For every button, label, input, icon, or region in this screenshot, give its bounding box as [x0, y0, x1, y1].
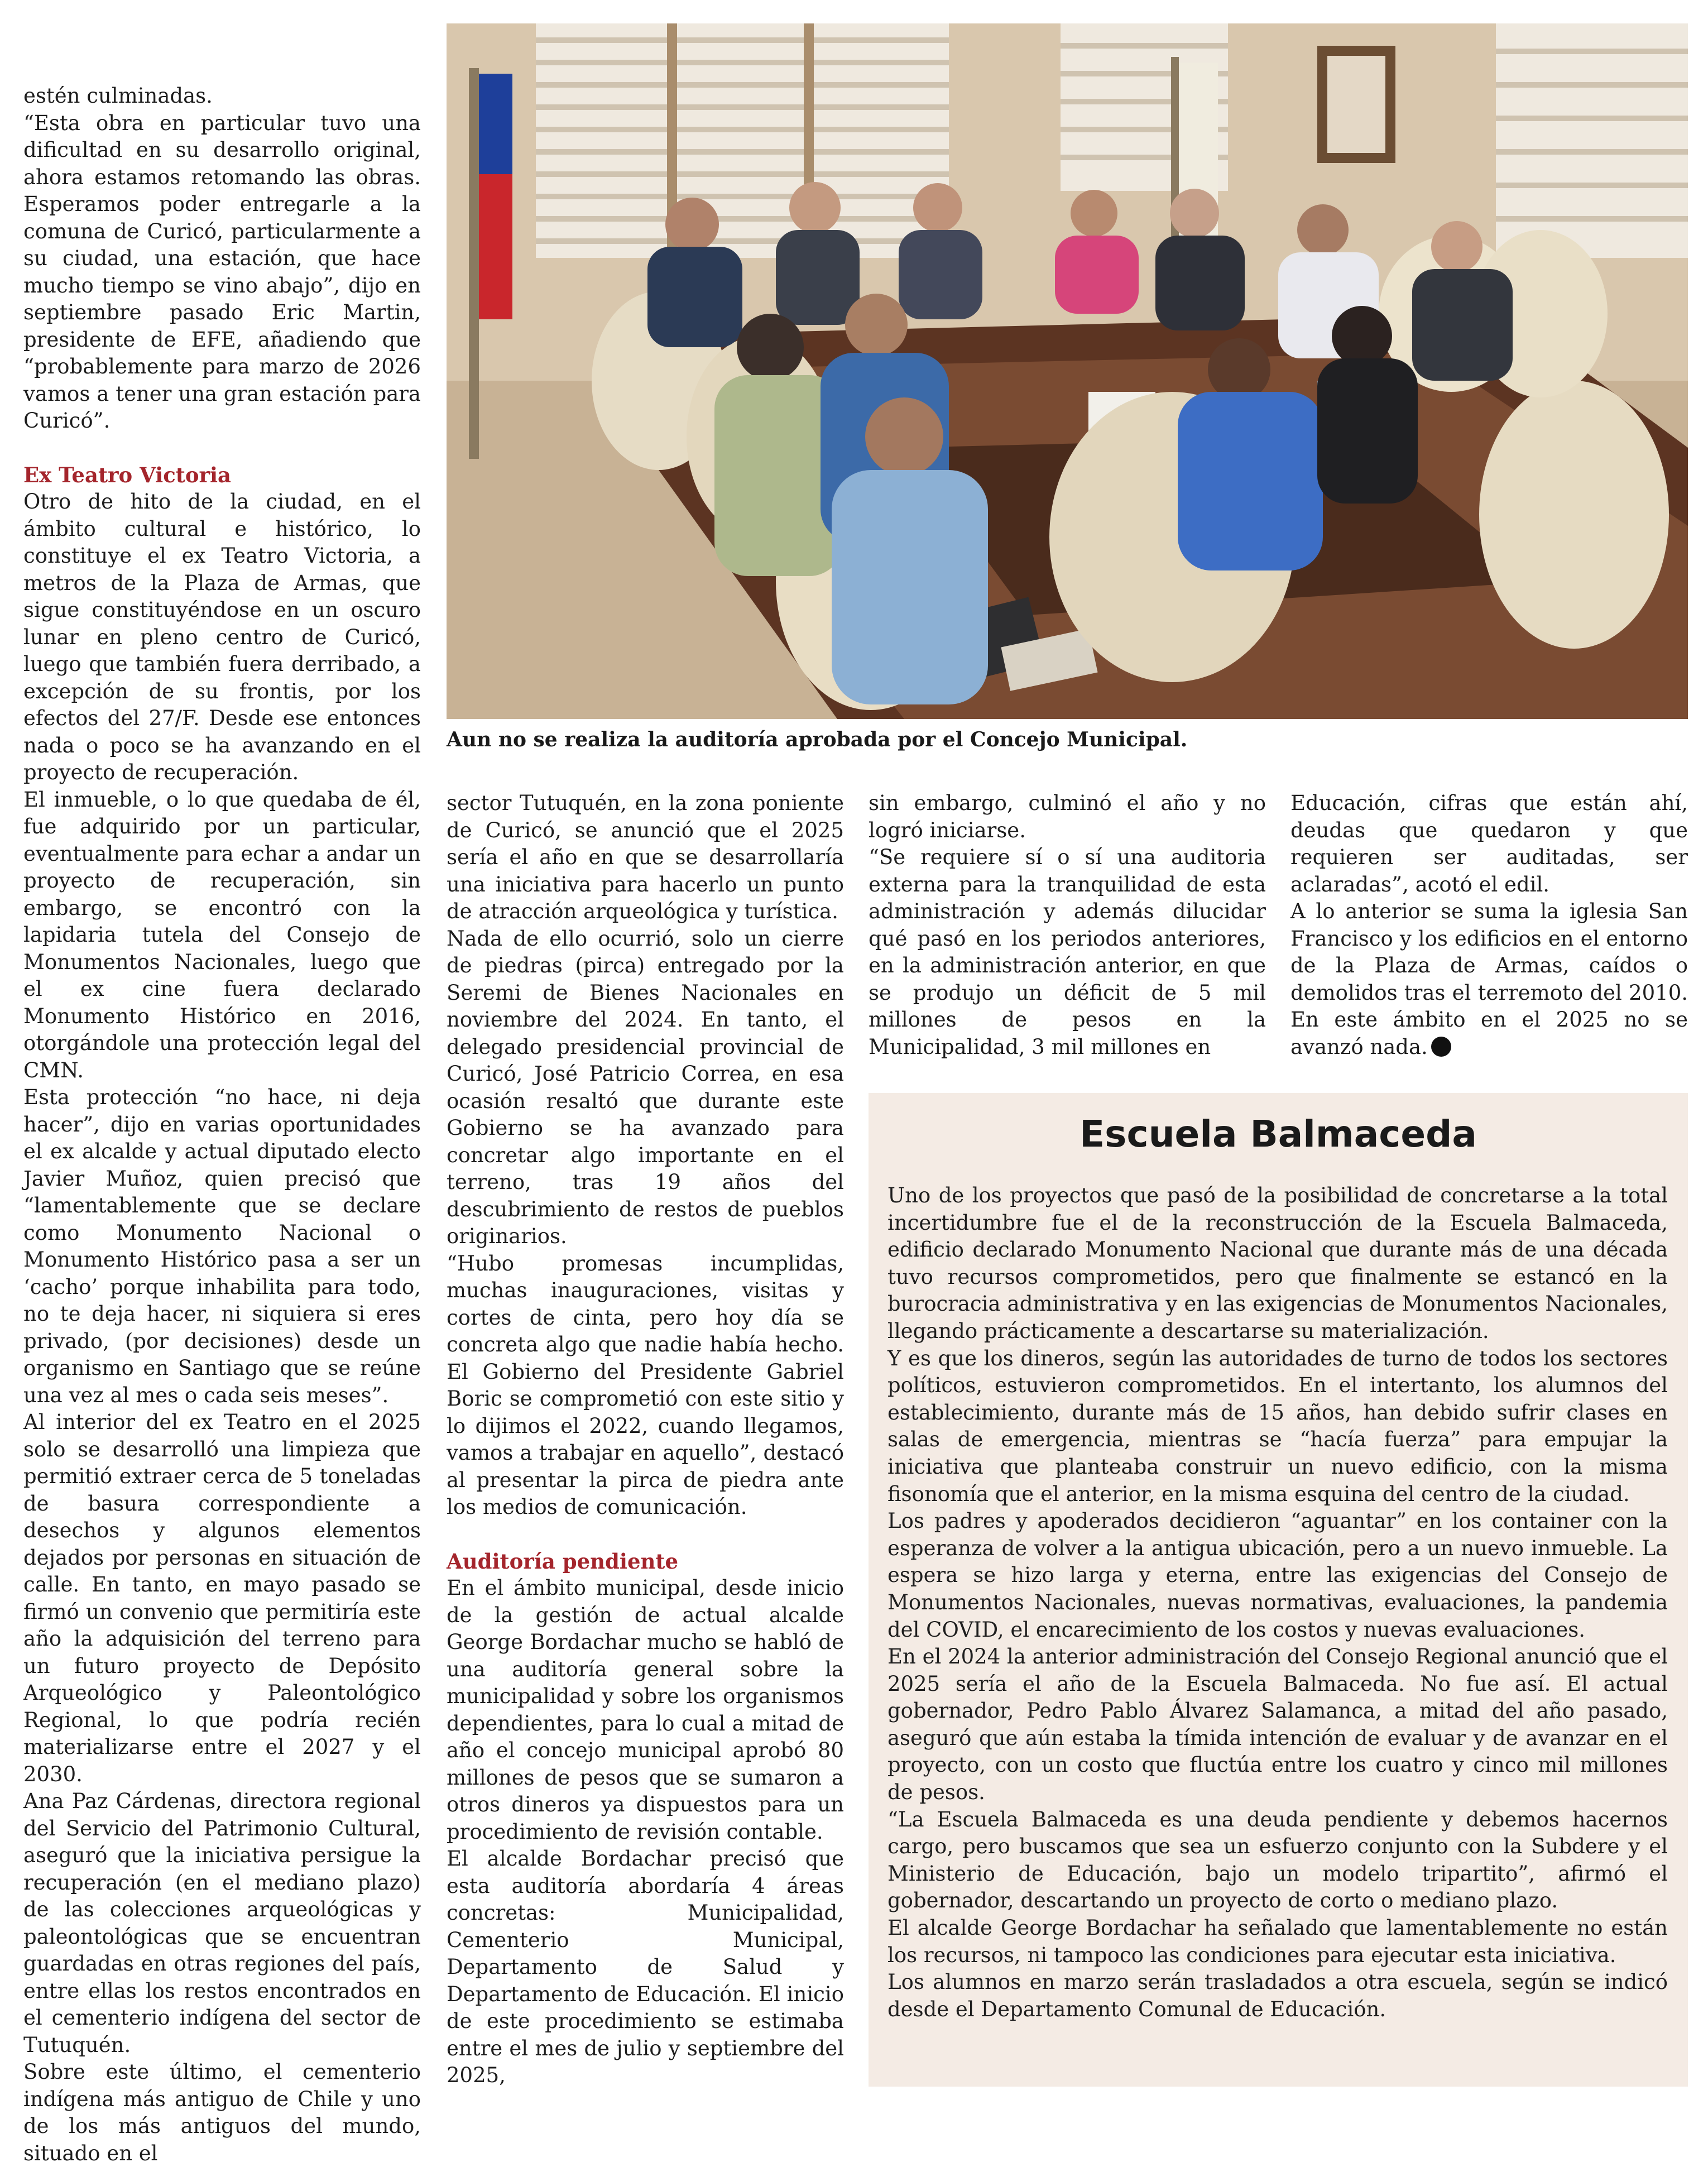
escuela-balmaceda-box: [869, 1093, 1688, 2087]
paragraph: [1290, 898, 1688, 1061]
paragraph: “Hubo promesas incumplidas, muchas inauguraciones, visitas y cortes de cinta, pero hoy día se concreta algo que nadie había hecho. El Gobierno del Presidente Gabriel Boric se comprometió con este sitio y lo dijimos el 2022, cuando llegamos, vamos a trabajar en aquello”, destacó al presentar la pirca de piedra ante los medios de comunicación.: [447, 1251, 844, 1519]
box-body: [887, 1182, 1668, 2023]
paragraph: Al interior del ex Teatro en el 2025 solo se desarrolló una limpieza que permitió extraer cerca de 5 toneladas de basura correspondiente a desechos y algunos elementos dejados por personas en situación de calle. En tanto, en mayo pasado se firmó un convenio que permitiría este año la adquisición del terreno para un futuro proyecto de Depósito Arqueológico y Paleontológico Regional, lo que podría recién materializarse entre el 2027 y el 2030.: [23, 1410, 421, 1786]
paragraph: estén culminadas.: [23, 84, 213, 108]
article-column-1: [23, 83, 421, 2167]
paragraph: Uno de los proyectos que pasó de la posibilidad de concretarse a la total incertidumbre fue el de la reconstrucción de la Escuela Balmaceda, edificio declarado Monumento Nacional que durante más de una década tuvo recursos comprometidos, pero que finalmente se estancó en la burocracia administrativa y en las exigencias de Monumentos Nacionales, llegando prácticamente a descartarse su materialización.: [887, 1183, 1668, 1343]
paragraph: Ana Paz Cárdenas, directora regional del Servicio del Patrimonio Cultural, aseguró que la iniciativa persigue la recuperación (en el mediano plazo) de las colecciones arqueológicas y paleontológicas que se encuentran guardadas en otras regiones del país, entre ellas los restos encontrados en el cementerio indígena del sector de Tutuquén.: [23, 1789, 421, 2057]
section-heading-auditoria-pendiente: Auditoría pendiente: [447, 1548, 679, 1574]
article-column-2: [447, 790, 844, 2089]
paragraph-text: A lo anterior se suma la iglesia San Francisco y los edificios en el entorno de la Plaza de Armas, caídos o demolidos tras el terremoto del 2010. En este ámbito en el 2025 no se avanzó nada.: [1290, 899, 1688, 1059]
paragraph: Esta protección “no hace, ni deja hacer”, dijo en varias oportunidades el ex alcalde y actual diputado electo Javier Muñoz, quien precisó que “lamentablemente que se declare como Monumento Nacional o Monumento Histórico pasa a ser un ‘cacho’ porque inhabilita para todo, no te deja hacer, ni siquiera si eres privado, (por decisiones) desde un organismo en Santiago que se reúne una vez al mes o cada seis meses”.: [23, 1085, 421, 1407]
paragraph: Educación, cifras que están ahí, deudas que quedaron y que requieren ser auditadas, ser aclaradas”, acotó el edil.: [1290, 791, 1688, 896]
paragraph: Otro de hito de la ciudad, en el ámbito cultural e histórico, lo constituye el ex Teatro Victoria, a metros de la Plaza de Armas, que sigue constituyéndose en un oscuro lunar en pleno centro de Curicó, luego que también fuera derribado, a excepción de su frontis, por los efectos del 27/F. Desde ese entonces nada o poco se ha avanzando en el proyecto de recuperación.: [23, 490, 421, 784]
paragraph: “Se requiere sí o sí una auditoria externa para la tranquilidad de esta administración y además dilucidar qué pasó en los periodos anteriores, en la administración anterior, en que se produjo un déficit de 5 mil millones de pesos en la Municipalidad, 3 mil millones en: [869, 845, 1266, 1059]
paragraph: Sobre este último, el cementerio indígena más antiguo de Chile y uno de los más antiguos del mundo, situado en el: [23, 2060, 421, 2165]
paragraph: En el ámbito municipal, desde inicio de la gestión de actual alcalde George Bordachar mucho se habló de una auditoría general sobre la municipalidad y sobre los organismos dependientes, para lo cual a mitad de año el concejo municipal aprobó 80 millones de pesos que se sumaron a otros dineros ya dispuestos para un procedimiento de revisión contable.: [447, 1576, 844, 1844]
paragraph: El inmueble, o lo que quedaba de él, fue adquirido por un particular, eventualmente para echar a andar un proyecto de recuperación, sin embargo, se encontró con la lapidaria tutela del Consejo de Monumentos Nacionales, luego que el ex cine fuera declarado Monumento Histórico en 2016, otorgándole una protección legal del CMN.: [23, 787, 421, 1082]
box-title: Escuela Balmaceda: [1080, 1113, 1477, 1156]
paragraph: El alcalde George Bordachar ha señalado que lamentablemente no están los recursos, ni tampoco las condiciones para ejecutar esta iniciativa.: [887, 1916, 1668, 1967]
council-meeting-photo: [447, 23, 1688, 719]
article-column-3: [869, 790, 1266, 1061]
article-column-4: [1290, 790, 1688, 1061]
paragraph: Y es que los dineros, según las autoridades de turno de todos los sectores políticos, estuvieron comprometidos. En el intertanto, los alumnos del establecimiento, durante más de 15 años, han debido sufrir clases en salas de emergencia, mientras se “hacía fuerza” para empujar la iniciativa que planteaba construir un nuevo edificio, con la misma fisonomía que el anterior, en la misma esquina del centro de la ciudad.: [887, 1346, 1668, 1506]
paragraph: “Esta obra en particular tuvo una dificultad en su desarrollo original, ahora estamos retomando las obras. Esperamos poder entregarle a la comuna de Curicó, particularmente a su ciudad, una estación, que hace mucho tiempo se vino abajo”, dijo en septiembre pasado Eric Martin, presidente de EFE, añadiendo que “probablemente para marzo de 2026 vamos a tener una gran estación para Curicó”.: [23, 111, 421, 433]
paragraph: sin embargo, culminó el año y no logró iniciarse.: [869, 791, 1266, 842]
section-heading-ex-teatro-victoria: Ex Teatro Victoria: [23, 462, 232, 487]
paragraph: “La Escuela Balmaceda es una deuda pendiente y debemos hacernos cargo, pero buscamos que sea un esfuerzo conjunto con la Subdere y el Ministerio de Educación, bajo un modelo tripartito”, afirmó el gobernador, descartando un proyecto de corto o mediano plazo.: [887, 1807, 1668, 1913]
paragraph: sector Tutuquén, en la zona poniente de Curicó, se anunció que el 2025 sería el año en que se desarrollaría una iniciativa para hacerlo un punto de atracción arqueológica y turística.: [447, 791, 844, 923]
paragraph: Nada de ello ocurrió, solo un cierre de piedras (pirca) entregado por la Seremi de Bienes Nacionales en noviembre del 2024. En tanto, el delegado presidencial provincial de Curicó, José Patricio Correa, en esa ocasión resaltó que durante este Gobierno se ha avanzado para concretar algo importante en el terreno, tras 19 años del descubrimiento de restos de pueblos originarios.: [447, 926, 844, 1248]
photo-caption: Aun no se realiza la auditoría aprobada por el Concejo Municipal.: [447, 728, 1188, 751]
paragraph: El alcalde Bordachar precisó que esta auditoría abordaría 4 áreas concretas: Municipalidad, Cementerio Municipal, Departamento de Salud y Departamento de Educación. El inicio de este procedimiento se estimaba entre el mes de julio y septiembre del 2025,: [447, 1847, 844, 2087]
paragraph: Los padres y apoderados decidieron “aguantar” en los container con la esperanza de volver a la antigua ubicación, pero a un nuevo inmueble. La espera se hizo larga y eterna, entre las exigencias del Consejo de Monumentos Nacionales, nuevas normativas, evaluaciones, la pandemia del COVID, el encarecimiento de los costos y nuevas evaluaciones.: [887, 1509, 1668, 1642]
paragraph: En el 2024 la anterior administración del Consejo Regional anunció que el 2025 sería el año de la Escuela Balmaceda. No fue así. El actual gobernador, Pedro Pablo Álvarez Salamanca, a mitad del año pasado, aseguró que aún estaba la tímida intención de evaluar y de avanzar en el proyecto, con un costo que fluctúa entre los cuatro y cinco mil millones de pesos.: [887, 1645, 1668, 1805]
end-of-article-dot-icon: [1431, 1037, 1451, 1057]
paragraph: Los alumnos en marzo serán trasladados a otra escuela, según se indicó desde el Departamento Comunal de Educación.: [887, 1970, 1668, 2021]
